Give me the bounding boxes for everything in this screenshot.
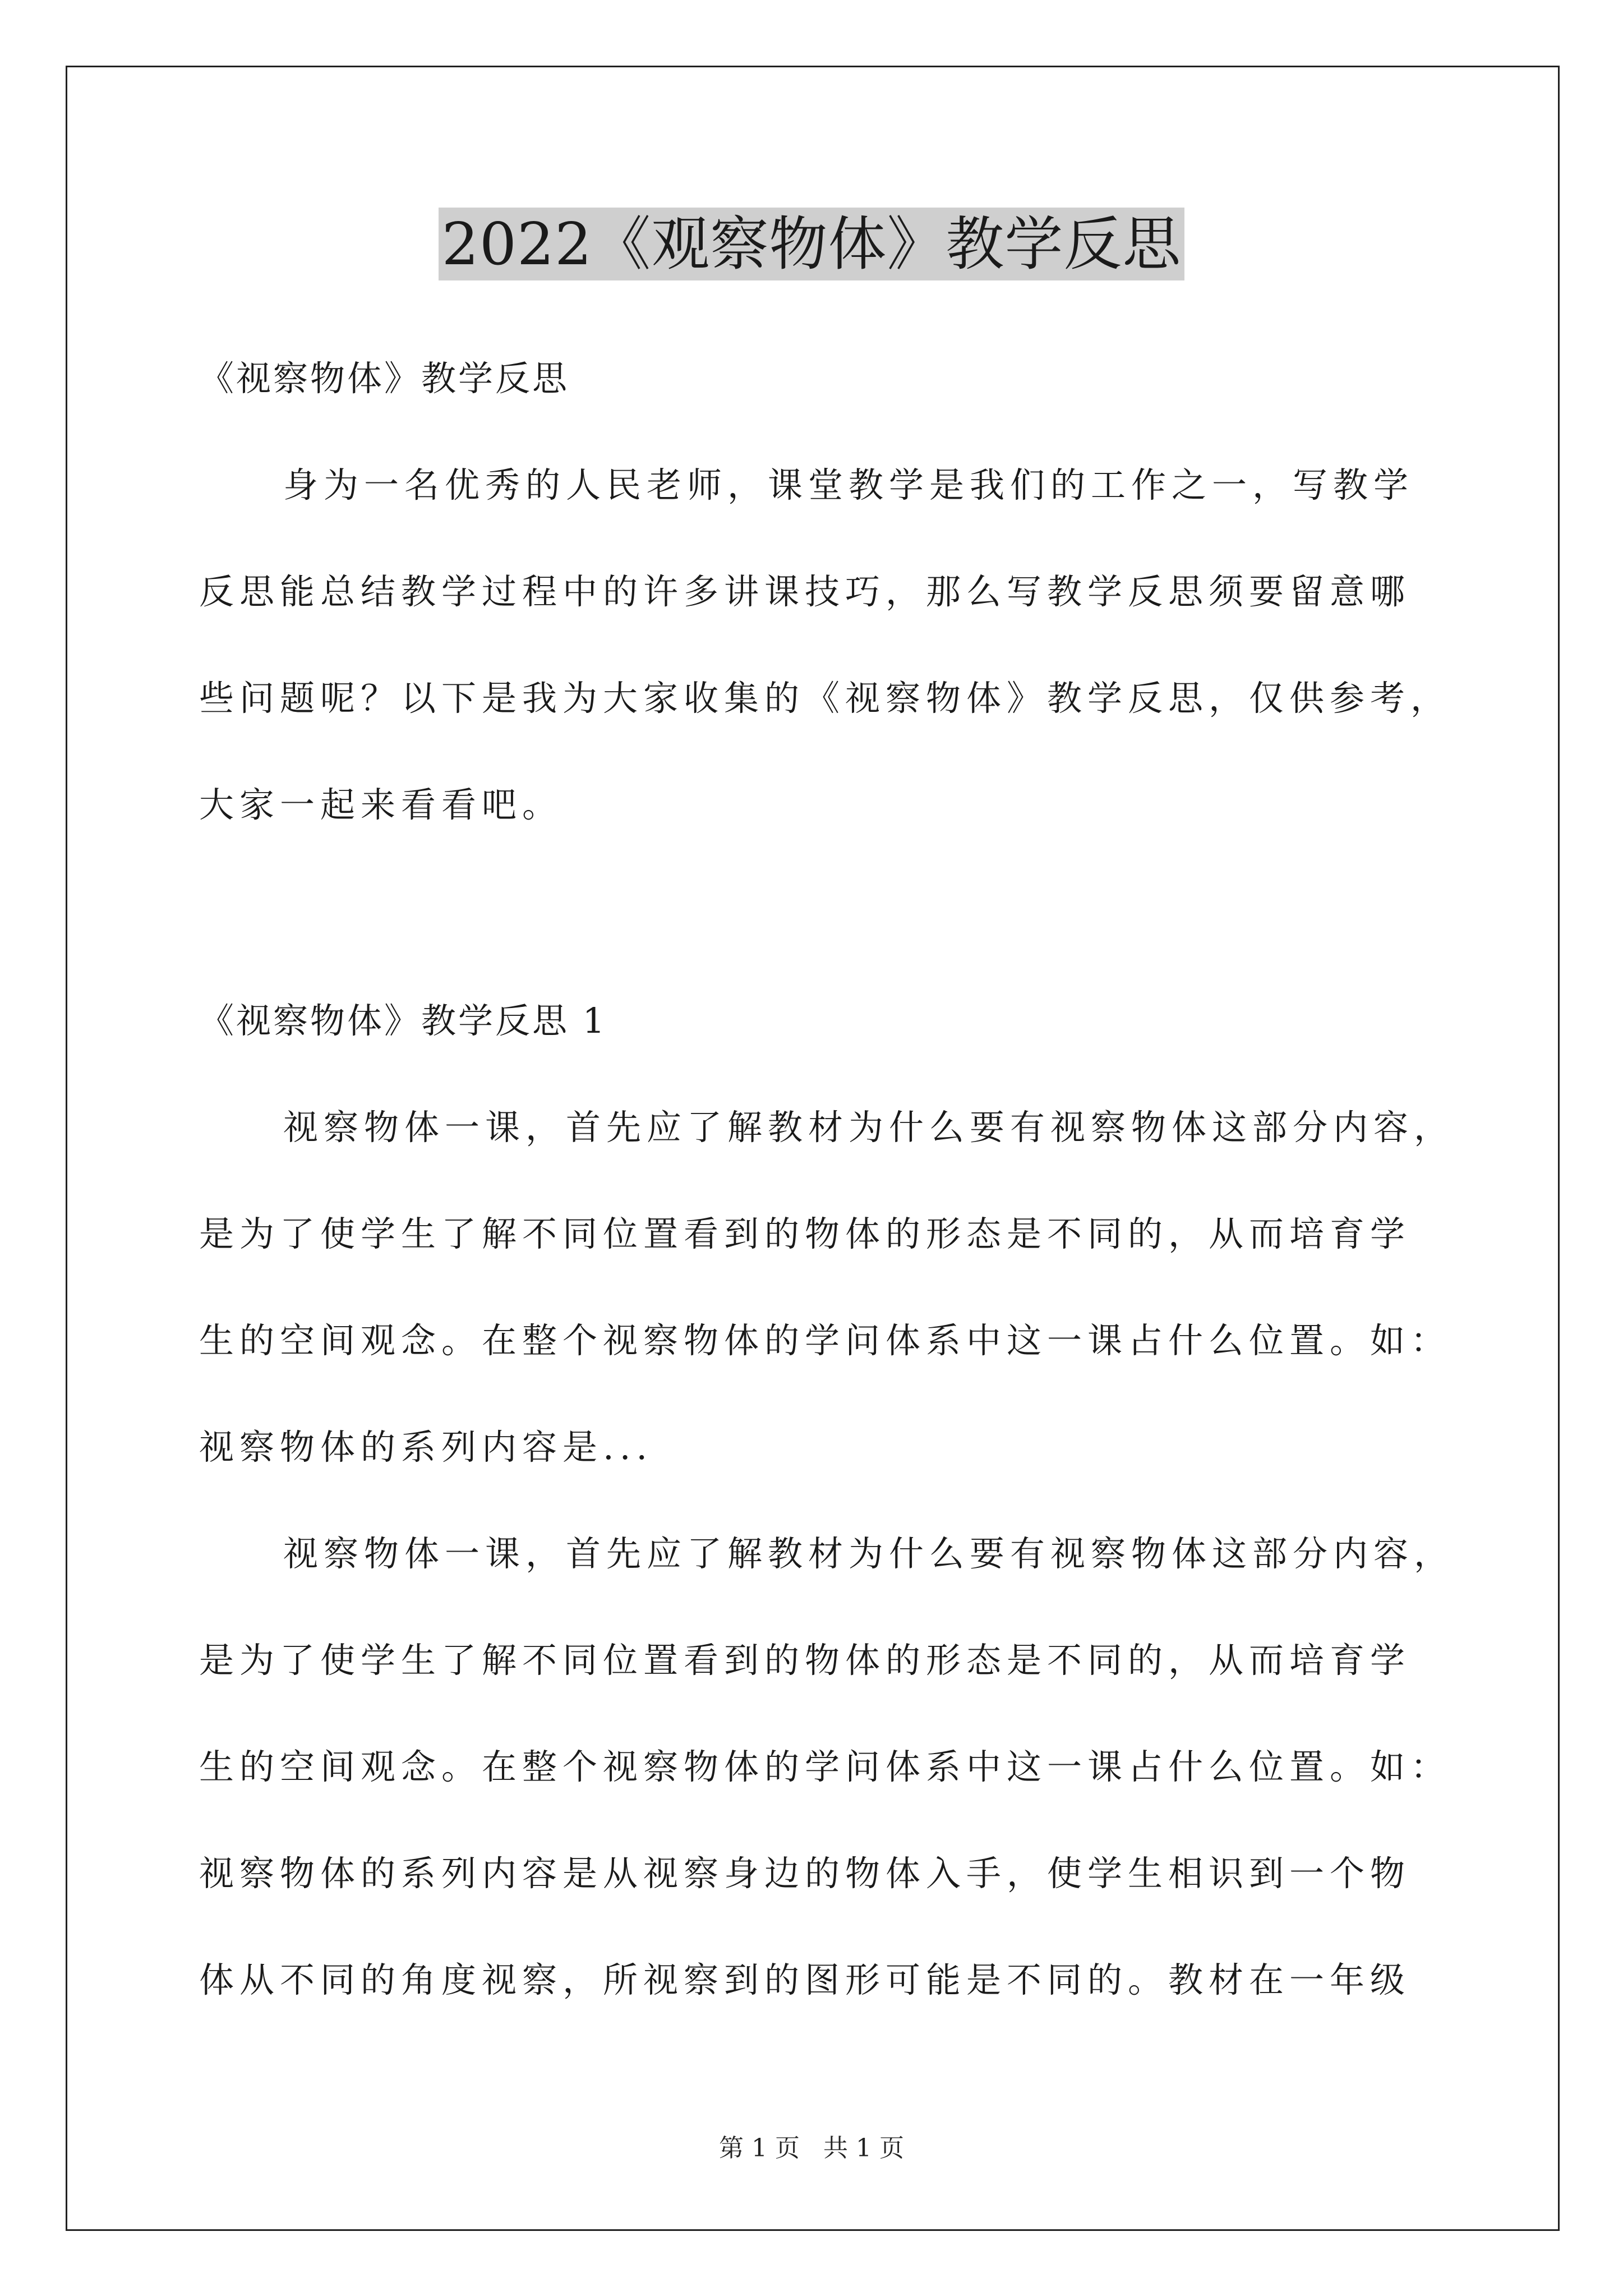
- intro-heading: 《视察物体》教学反思: [199, 358, 570, 399]
- para1-line-4: 视察物体的系列内容是...: [199, 1427, 653, 1467]
- para1-line-1: 视察物体一课，首先应了解教材为什么要有视察物体这部分内容，: [283, 1107, 1455, 1148]
- para2-line-4: 视察物体的系列内容是从视察身边的物体入手，使学生相识到一个物: [199, 1853, 1411, 1894]
- para2-line-1: 视察物体一课，首先应了解教材为什么要有视察物体这部分内容，: [283, 1533, 1455, 1574]
- para2-line-3: 生的空间观念。在整个视察物体的学问体系中这一课占什么位置。如：: [199, 1746, 1451, 1787]
- para1-line-3: 生的空间观念。在整个视察物体的学问体系中这一课占什么位置。如：: [199, 1320, 1451, 1361]
- title-container: [0, 208, 1623, 280]
- intro-line-1: 身为一名优秀的人民老师，课堂教学是我们的工作之一，写教学: [283, 464, 1414, 505]
- section1-heading: 《视察物体》教学反思 1: [199, 1000, 607, 1041]
- para2-line-2: 是为了使学生了解不同位置看到的物体的形态是不同的，从而培育学: [199, 1640, 1411, 1681]
- intro-line-4: 大家一起来看看吧。: [199, 784, 563, 825]
- intro-line-3: 些问题呢？以下是我为大家收集的《视察物体》教学反思，仅供参考，: [199, 678, 1451, 719]
- intro-line-2: 反思能总结教学过程中的许多讲课技巧，那么写教学反思须要留意哪: [199, 571, 1411, 612]
- page-footer: [0, 2132, 1623, 2165]
- document-title: 2022《观察物体》教学反思: [439, 208, 1185, 280]
- page-number-current: 第 1 页: [719, 2134, 800, 2162]
- para2-line-5: 体从不同的角度视察，所视察到的图形可能是不同的。教材在一年级: [199, 1959, 1411, 2000]
- page-number-total: 共 1 页: [823, 2134, 904, 2162]
- para1-line-2: 是为了使学生了解不同位置看到的物体的形态是不同的，从而培育学: [199, 1213, 1411, 1254]
